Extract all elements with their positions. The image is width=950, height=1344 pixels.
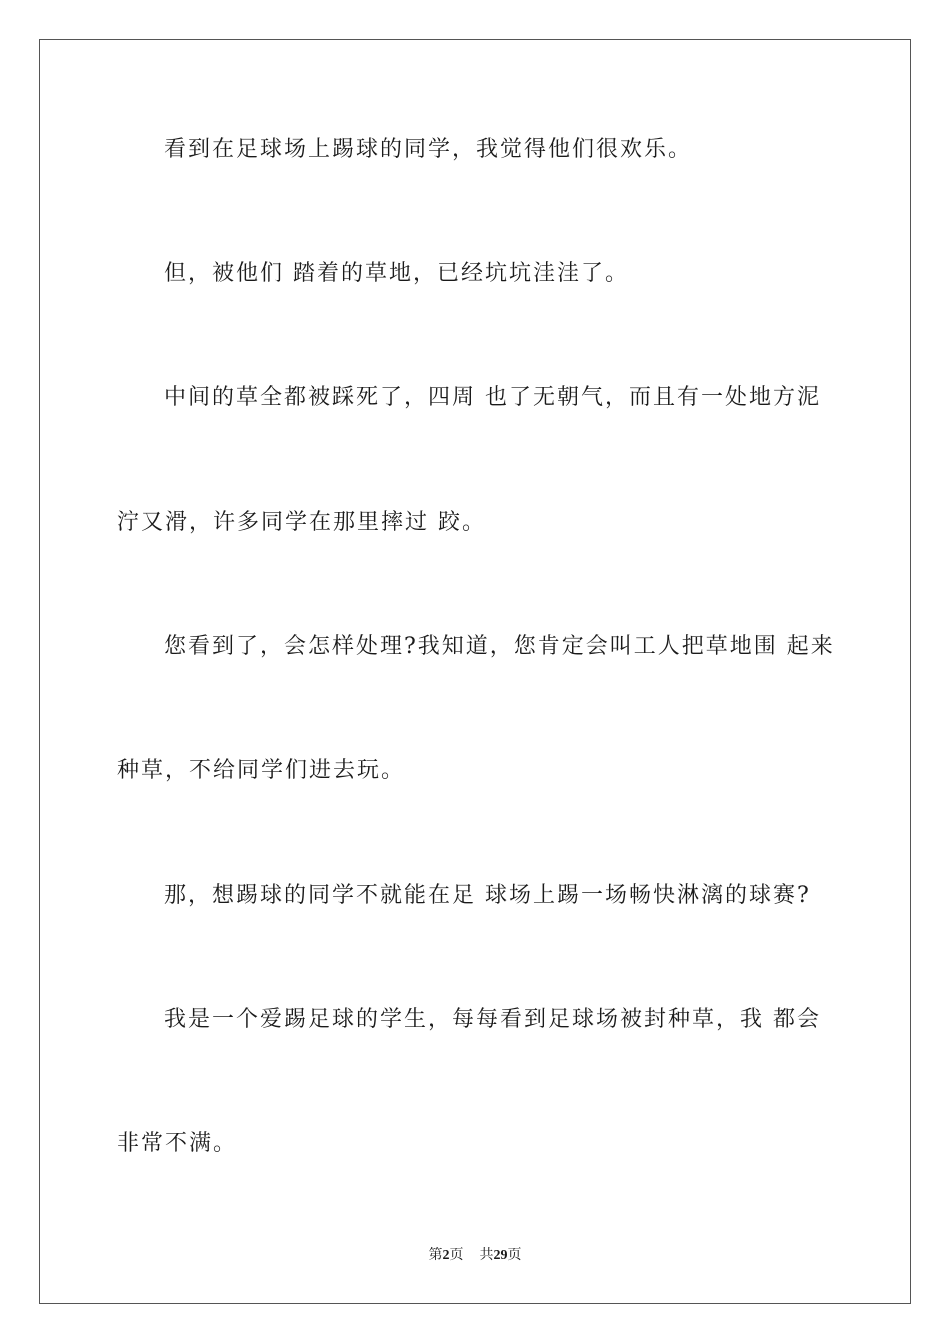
total-prefix: 共 — [479, 1247, 494, 1263]
paragraph-line-7: 那，想踢球的同学不就能在足 球场上踢一场畅快淋漓的球赛? — [164, 883, 811, 908]
paragraph-line-2: 但，被他们 踏着的草地，已经坑坑洼洼了。 — [164, 261, 629, 286]
page-border — [39, 39, 911, 1304]
page-prefix: 第 — [428, 1247, 443, 1263]
paragraph-line-6: 种草，不给同学们进去玩。 — [117, 758, 406, 783]
paragraph-line-1: 看到在足球场上踢球的同学，我觉得他们很欢乐。 — [164, 137, 693, 162]
paragraph-line-4: 泞又滑，许多同学在那里摔过 跤。 — [117, 510, 486, 535]
paragraph-line-5: 您看到了，会怎样处理?我知道，您肯定会叫工人把草地围 起来 — [164, 634, 835, 659]
page-footer — [0, 1245, 950, 1266]
total-pages: 29 — [493, 1248, 508, 1263]
paragraph-line-8: 我是一个爱踢足球的学生，每每看到足球场被封种草，我 都会 — [164, 1007, 821, 1032]
page-number: 2 — [442, 1248, 450, 1263]
paragraph-line-3: 中间的草全都被踩死了，四周 也了无朝气，而且有一处地方泥 — [164, 385, 821, 410]
page-suffix: 页 — [449, 1247, 464, 1263]
total-suffix: 页 — [507, 1247, 522, 1263]
paragraph-line-9: 非常不满。 — [117, 1131, 238, 1156]
